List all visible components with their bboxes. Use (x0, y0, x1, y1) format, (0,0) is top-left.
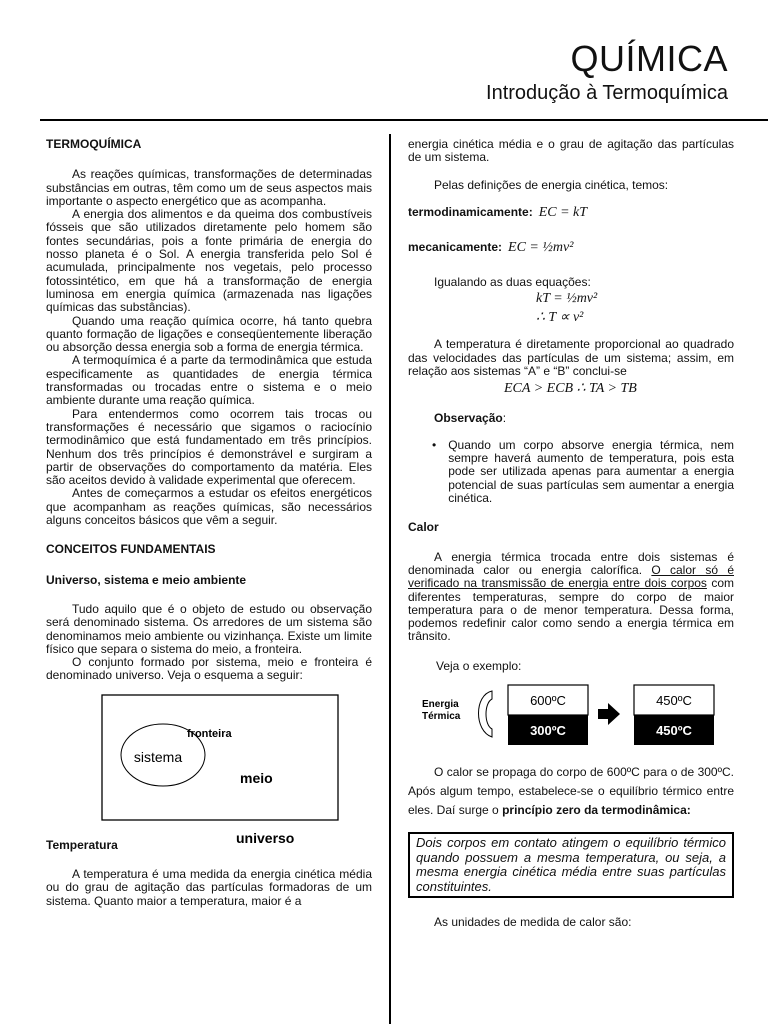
paragraph: A termoquímica é a parte da termodinâmica que estuda especificamente as quantidades de energia térmica transformadas ou trocadas entre o sistema e o meio ambiente durante uma reação química. (46, 353, 372, 408)
left-column (46, 138, 372, 908)
heading-temperatura: Temperatura (46, 837, 118, 852)
label-universo: universo (236, 829, 295, 846)
temp-450-top: 450ºC (656, 693, 692, 709)
paragraph: Para entendermos como ocorrem tais trocas ou transformações é necessário que sigamos o raciocínio termodinâmico que está fundamentado em três princípios. Nenhum dos três princípios é demonstrável e surgiram a partir de observações do comportamento da matéria. Eles são aceitos devido à validade experimental que oferecem. (46, 406, 372, 488)
curved-arrow-icon (479, 691, 493, 737)
bold-colon: : (686, 803, 691, 818)
label-meio: meio (240, 769, 273, 786)
eq-thermo-row (408, 206, 734, 219)
heading-observacao: Observação (434, 410, 503, 425)
paragraph: Tudo aquilo que é o objeto de estudo ou observação será denominado sistema. Os arredores de um sistema são denominamos meio ambiente ou vizinhança. Existe um limite físico que separa o sistema do meio, a fronteira. (46, 601, 372, 656)
paragraph: As unidades de medida de calor são: (434, 915, 632, 930)
label-mecanicamente: mecanicamente: (408, 240, 503, 255)
column-divider (389, 134, 391, 1024)
paragraph: Antes de começarmos a estudar os efeitos energéticos que acompanham as reações químicas, são necessários alguns conceitos básicos que vêm a seguir. (46, 486, 372, 528)
text-span: A energia térmica trocada entre dois sistemas é denominada calor ou energia calorífica. (408, 549, 734, 577)
equation-kt-mv2: kT = ½mv² (536, 290, 598, 306)
arrow-right-icon (598, 703, 620, 725)
label-fronteira: fronteira (187, 727, 232, 740)
temp-300: 300ºC (530, 723, 566, 739)
temp-450-bottom: 450ºC (656, 723, 692, 739)
eq-mech-row (408, 241, 734, 254)
paragraph: A temperatura é diretamente proporcional ao quadrado das velocidades das partículas de um sistema; assim, em relação aos sistemas “A” e “B” conclui-se (408, 337, 734, 378)
right-column (408, 138, 734, 929)
label-energia: Energia (422, 699, 459, 711)
principle-box: Dois corpos em contato atingem o equilíbrio térmico quando possuem a mesma temperatura, ou seja, a mesma energia cinética média entre suas partículas constituintes. (408, 832, 734, 898)
text-span: O calor se propaga do corpo de 600ºC para o de 300ºC. Após algum tempo, estabelece-se o equilíbrio térmico entre eles. Daí surge o (408, 765, 734, 818)
heat-example-diagram (408, 681, 734, 751)
universe-diagram (46, 691, 372, 851)
label-termica: Térmica (422, 711, 461, 723)
temp-600: 600ºC (530, 693, 566, 709)
paragraph: Igualando as duas equações: (434, 275, 591, 290)
page-subtitle: Introdução à Termoquímica (486, 82, 728, 104)
label-termodinamicamente: termodinamicamente: (408, 204, 533, 219)
label-sistema: sistema (133, 748, 183, 765)
paragraph: A energia dos alimentos e da queima dos combustíveis fósseis que são utilizados diretamente pelo homem são fontes secundárias, pois a fonte primária de energia do nosso planeta é o Sol. A energia transferida pelo Sol é acumulada, principalmente nos vegetais, pelo processo fotossintético, em que há a transformação de energia luminosa em energia química (armazenada nas ligações químicas das substâncias). (46, 207, 372, 315)
heading-universo: Universo, sistema e meio ambiente (46, 572, 247, 587)
heading-calor: Calor (408, 520, 439, 535)
paragraph: Pelas definições de energia cinética, temos: (434, 177, 669, 192)
equation-t-prop-v2: ∴ T ∝ v² (536, 310, 584, 326)
equation-ea-eb: ECA > ECB ∴ TA > TB (504, 381, 637, 397)
bullet-text: Quando um corpo absorve energia térmica, nem sempre haverá aumento de temperatura, pois esta pode ser utilizada apenas para aumentar a energia potencial de suas partículas sem aumentar a energia cinética. (448, 437, 734, 506)
paragraph: A temperatura é uma medida da energia cinética média ou do grau de agitação das partículas formadoras de um sistema. Quanto maior a temperatura, maior é a (46, 866, 372, 908)
paragraph-calor (408, 551, 734, 644)
heading-conceitos: CONCEITOS FUNDAMENTAIS (46, 542, 216, 557)
text-span: com diferentes temperaturas, sempre do corpo de maior temperatura para o de menor temperatura. Dessa forma, podemos redefinir calor como sendo a energia térmica em trânsito. (408, 576, 734, 644)
observacao-line (408, 412, 734, 425)
underlined-text: O calor só é verificado na transmissão de energia entre dois corpos (408, 562, 734, 591)
paragraph: O conjunto formado por sistema, meio e fronteira é denominado universo. Veja o esquema a seguir: (46, 655, 372, 683)
paragraph: Veja o exemplo: (436, 658, 522, 673)
observacao-colon: : (502, 410, 507, 425)
list-item (408, 439, 734, 505)
heading-termoquimica: TERMOQUÍMICA (46, 137, 142, 151)
equation-ec-mv2: EC = ½mv² (508, 240, 574, 256)
paragraph-principio (408, 763, 734, 820)
paragraph: energia cinética média e o grau de agitação das partículas de um sistema. (408, 137, 734, 165)
equation-ec-kt: EC = kT (538, 204, 588, 220)
bullet-icon: • (432, 437, 437, 452)
paragraph: As reações químicas, transformações de determinadas substâncias em outras, têm como um de seus aspectos mais importante o aspecto energético que as acompanha. (46, 167, 372, 208)
paragraph: Quando uma reação química ocorre, há tanto quebra quanto formação de ligações e conseqüentemente liberação ou absorção dessa energia sob a forma de energia térmica. (46, 313, 372, 355)
bold-text: princípio zero da termodinâmica (502, 803, 687, 818)
header-rule (40, 119, 768, 121)
page-title: QUÍMICA (570, 38, 728, 79)
